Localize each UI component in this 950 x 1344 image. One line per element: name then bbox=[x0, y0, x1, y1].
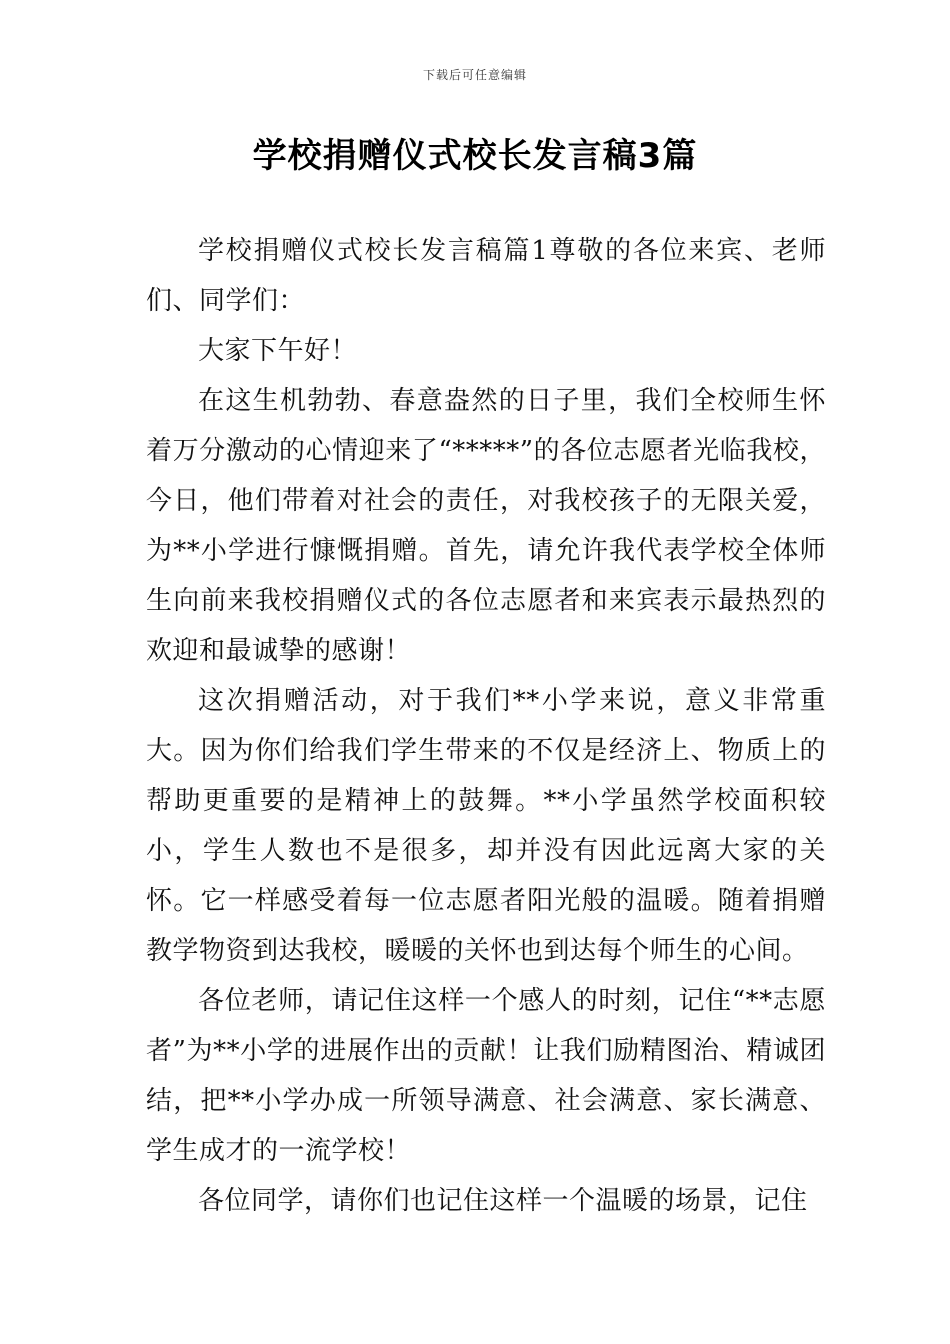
document-title: 学校捐赠仪式校长发言稿3篇 bbox=[252, 136, 698, 176]
document-body bbox=[146, 226, 826, 1226]
paragraph-good-afternoon: 大家下午好！ bbox=[198, 336, 358, 366]
paragraph-significance: 这次捐赠活动，对于我们**小学来说，意义非常重大。因为你们给我们学生带来的不仅是经济上、物质上的帮助更重要的是精神上的鼓舞。**小学虽然学校面积较小，学生人数也不是很多，却并没有因此远离大家的关怀。它一样感受着每一位志愿者阳光般的温暖。随着捐赠教学物资到达我校，暖暖的关怀也到达每个师生的心间。 bbox=[146, 686, 826, 966]
paragraph-teachers: 各位老师，请记住这样一个感人的时刻，记住“**志愿者”为**小学的进展作出的贡献！让我们励精图治、精诚团结，把**小学办成一所领导满意、社会满意、家长满意、学生成才的一流学校！ bbox=[146, 986, 826, 1166]
paragraph-students: 各位同学，请你们也记住这样一个温暖的场景，记住 bbox=[198, 1186, 808, 1216]
paragraph-greeting-intro: 学校捐赠仪式校长发言稿篇1尊敬的各位来宾、老师们、同学们： bbox=[146, 236, 826, 316]
header-note: 下载后可任意编辑 bbox=[422, 68, 527, 82]
paragraph-welcome: 在这生机勃勃、春意盎然的日子里，我们全校师生怀着万分激动的心情迎来了“*****”的各位志愿者光临我校，今日，他们带着对社会的责任，对我校孩子的无限关爱，为**小学进行慷慨捐赠。首先，请允许我代表学校全体师生向前来我校捐赠仪式的各位志愿者和来宾表示最热烈的欢迎和最诚挚的感谢！ bbox=[146, 386, 826, 666]
